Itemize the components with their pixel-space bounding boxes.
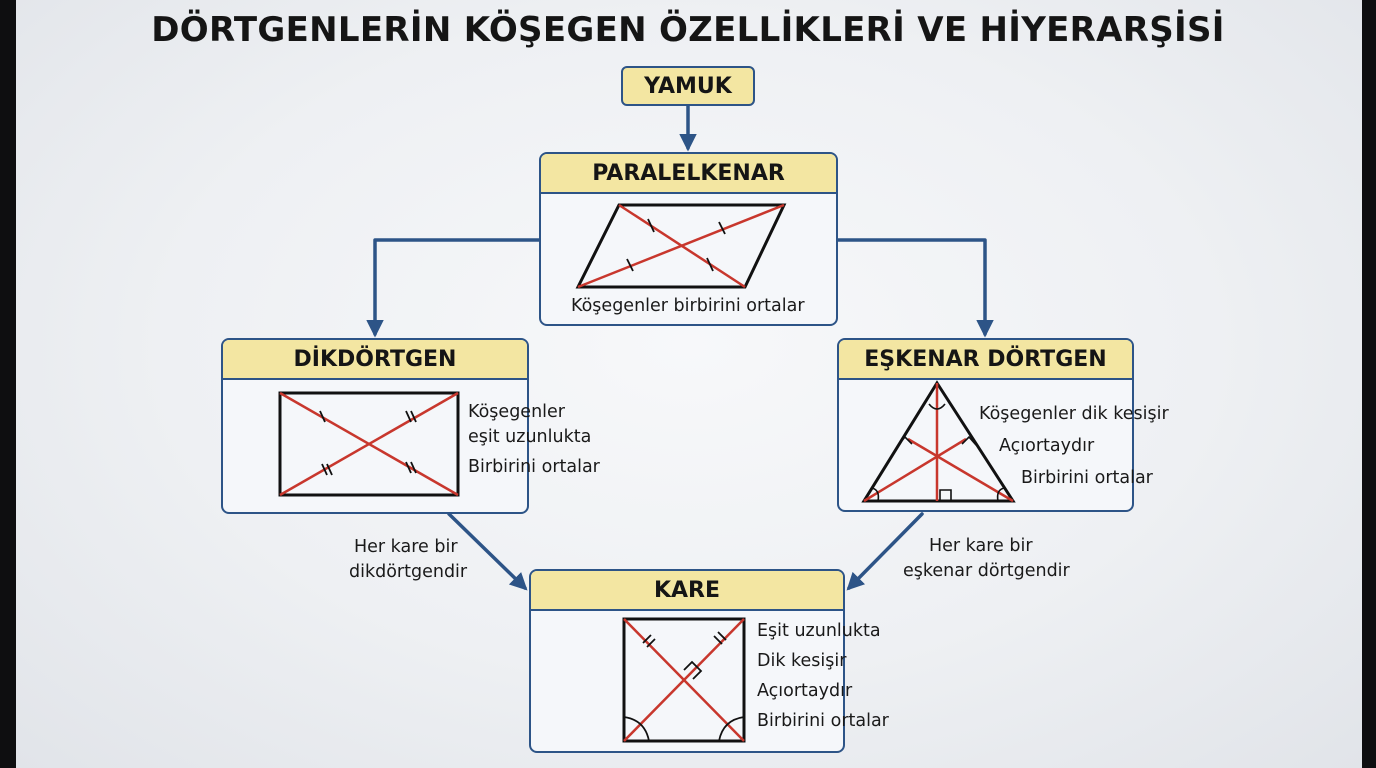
dikdortgen-header: DİKDÖRTGEN [223,340,527,380]
edge-label-left-1: Her kare bir [354,537,458,557]
arrow-paralelkenar-to-eskenar [838,240,985,334]
parallelogram-shape [578,205,784,287]
square-shape [624,619,744,741]
edge-label-left-2: dikdörtgendir [349,562,468,582]
diagram-title: DÖRTGENLERİN KÖŞEGEN ÖZELLİKLERİ VE HİYERARŞİSİ [151,10,1225,50]
rectangle-shape [280,393,458,495]
eskenar-dortgen-header: EŞKENAR DÖRTGEN [839,340,1132,380]
kare-property-4: Birbirini ortalar [757,711,889,731]
edge-label-right-1: Her kare bir [929,536,1033,556]
dikdortgen-property-1: Köşegenler [468,402,565,422]
rhombus-shape [864,383,1013,501]
eskenar-property-2: Açıortaydır [999,436,1095,456]
arrow-dikdortgen-to-kare [449,514,525,588]
eskenar-property-1: Köşegenler dik kesişir [979,404,1169,424]
kare-property-1: Eşit uzunlukta [757,621,881,641]
kare-property-2: Dik kesişir [757,651,847,671]
kare-property-3: Açıortaydır [757,681,853,701]
arrow-paralelkenar-to-dikdortgen [375,240,539,334]
dikdortgen-property-3: Birbirini ortalar [468,457,600,477]
edge-label-right-2: eşkenar dörtgendir [903,561,1070,581]
kare-header: KARE [531,571,843,611]
dikdortgen-property-2: eşit uzunlukta [468,427,592,447]
paralelkenar-property: Köşegenler birbirini ortalar [571,296,805,316]
paralelkenar-header: PARALELKENAR [541,154,836,194]
node-yamuk: YAMUK [621,66,755,106]
arrow-eskenar-to-kare [849,514,922,588]
eskenar-property-3: Birbirini ortalar [1021,468,1153,488]
